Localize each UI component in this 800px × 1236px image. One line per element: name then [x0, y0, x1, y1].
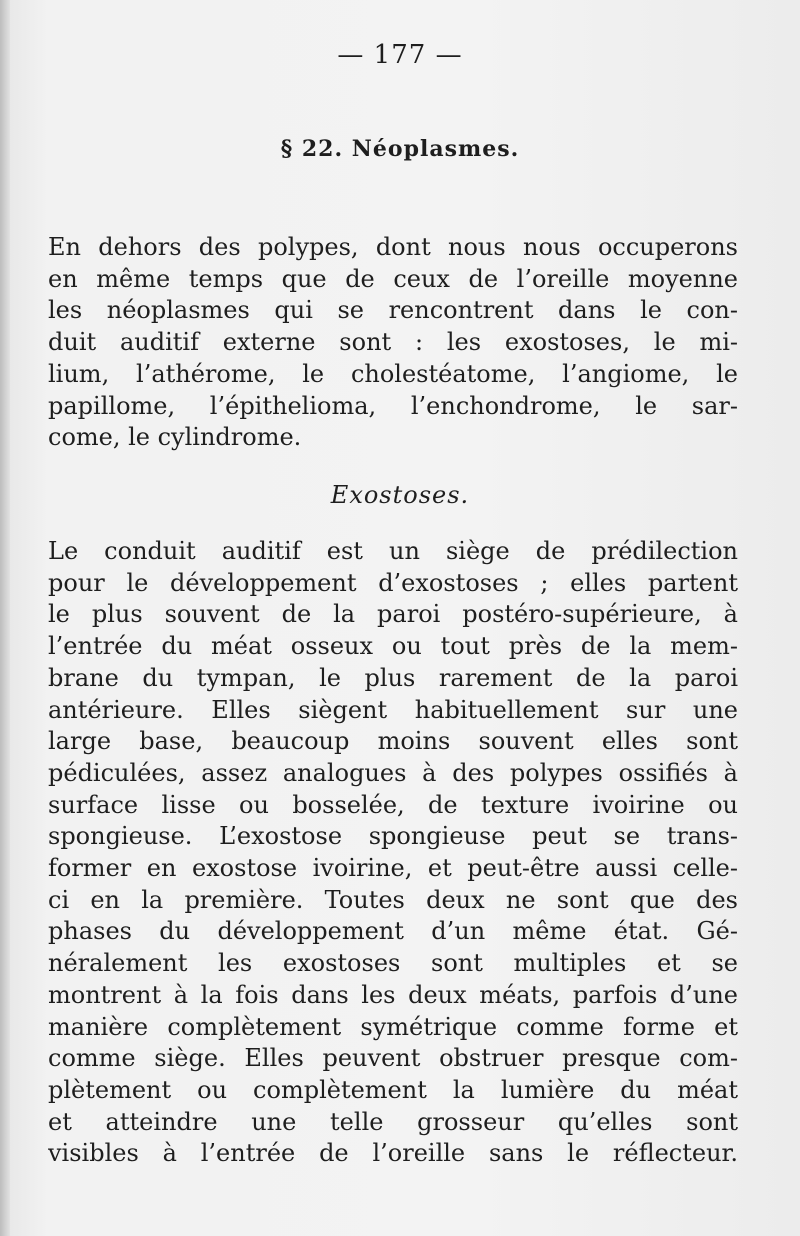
text-line: les néoplasmes qui se rencontrent dans le con- — [48, 296, 738, 325]
subheading-exostoses: Exostoses. — [330, 481, 470, 509]
text-line: surface lisse ou bosselée, de texture ivoirine ou — [48, 790, 738, 819]
text-line: ci en la première. Toutes deux ne sont que des — [48, 885, 738, 914]
text-line: en même temps que de ceux de l’oreille moyenne — [48, 264, 738, 293]
text-line: pédiculées, assez analogues à des polypes ossifiés à — [48, 758, 738, 787]
text-line: antérieure. Elles siègent habituellement sur une — [48, 695, 738, 724]
page-edge-shadow — [0, 0, 10, 1236]
text-line: visibles à l’entrée de l’oreille sans le réflecteur. — [48, 1139, 738, 1168]
text-line: duit auditif externe sont : les exostoses, le mi- — [48, 328, 738, 357]
text-line: spongieuse. L’exostose spongieuse peut se trans- — [48, 822, 738, 851]
text-line: néralement les exostoses sont multiples et se — [48, 949, 738, 978]
text-line: come, le cylindrome. — [48, 423, 302, 452]
text-line: papillome, l’épithelioma, l’enchondrome, le sar- — [48, 391, 738, 420]
paragraph-exostoses — [48, 536, 738, 1170]
text-line: Le conduit auditif est un siège de prédilection — [48, 537, 738, 565]
section-title: § 22. Néoplasmes. — [280, 136, 520, 162]
text-line: pour le développement d’exostoses ; elles partent — [48, 568, 738, 597]
text-line: plètement ou complètement la lumière du méat — [48, 1075, 738, 1104]
text-line: large base, beaucoup moins souvent elles sont — [48, 727, 738, 756]
text-line: brane du tympan, le plus rarement de la paroi — [48, 663, 738, 692]
paragraph-intro — [48, 232, 738, 454]
text-line: En dehors des polypes, dont nous nous occuperons — [48, 233, 738, 261]
text-line: phases du développement d’un même état. Gé- — [48, 917, 738, 946]
text-line: le plus souvent de la paroi postéro-supérieure, à — [48, 600, 738, 629]
text-line: l’entrée du méat osseux ou tout près de la mem- — [48, 632, 738, 661]
text-line: comme siège. Elles peuvent obstruer presque com- — [48, 1044, 738, 1073]
text-line: former en exostose ivoirine, et peut-être aussi celle- — [48, 854, 738, 883]
page-number: — 177 — — [337, 40, 463, 70]
text-line: manière complètement symétrique comme forme et — [48, 1012, 738, 1041]
text-line: montrent à la fois dans les deux méats, parfois d’une — [48, 980, 738, 1009]
text-line: et atteindre une telle grosseur qu’elles sont — [48, 1107, 738, 1136]
text-line: lium, l’athérome, le cholestéatome, l’angiome, le — [48, 359, 738, 388]
